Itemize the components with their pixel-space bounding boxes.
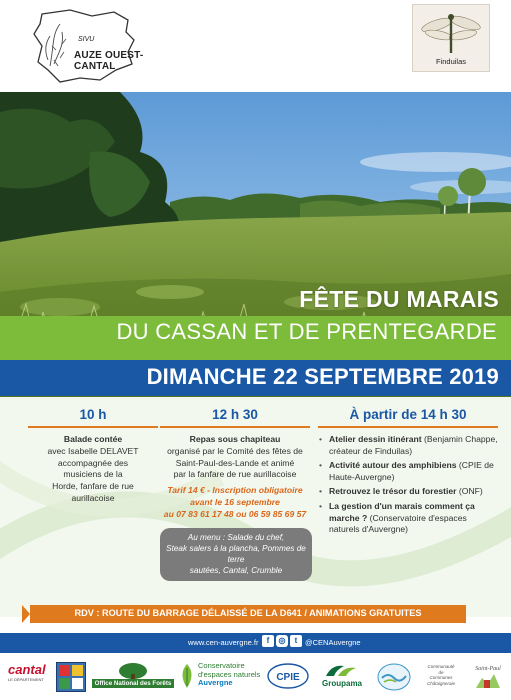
event-subtitle: DU CASSAN ET DE PRENTEGARDE [116, 319, 497, 344]
sivu-map-icon [30, 6, 168, 86]
finduilas-label: Finduilas [435, 57, 466, 66]
onf-name: Office National des Forêts [92, 679, 174, 688]
social-handle[interactable]: @CENAuvergne [305, 638, 361, 647]
finduilas-logo [412, 4, 490, 72]
list-item [318, 501, 498, 536]
cantal-logo [8, 662, 52, 682]
programme-column-afternoon [318, 407, 498, 539]
groupama-name: Groupama [322, 679, 363, 688]
activity-line: accompagnée des [57, 457, 129, 468]
comcom-name [416, 664, 466, 686]
comcom-line: Châtaigneraie [426, 680, 456, 686]
activity-line: aurillacoise [71, 492, 115, 503]
list-item [318, 434, 498, 457]
activity-list [318, 434, 498, 536]
haute-auvergne-logo [376, 662, 412, 692]
cantal-subtitle: LE DÉPARTEMENT [8, 677, 44, 682]
list-item [318, 460, 498, 483]
menu-line: Au menu : Salade du chef, [187, 532, 285, 542]
activity-organizer: (Benjamin Chappe, créateur de Finduilas) [329, 434, 498, 456]
activity-name: Atelier dessin itinérant [329, 434, 422, 444]
activity-line: musiciens de la [63, 469, 123, 480]
activity-line: Horde, fanfare de rue [52, 481, 134, 492]
cpie-name: CPIE [276, 672, 300, 683]
groupama-logo [322, 662, 372, 690]
activity-title: Balade contée [63, 434, 123, 444]
programme-section [0, 397, 511, 617]
tarif-line: avant le 16 septembre [190, 496, 280, 507]
tarif-line: Tarif 14 € - Inscription obligatoire [167, 485, 303, 496]
event-date: DIMANCHE 22 SEPTEMBRE 2019 [146, 364, 499, 389]
cpie-logo [266, 662, 310, 690]
activity-line: avec Isabelle DELAVET [47, 445, 139, 456]
phone-numbers: au 07 83 61 17 48 ou 06 59 85 69 57 [163, 508, 307, 519]
instagram-icon[interactable]: ◎ [276, 635, 288, 647]
time-10h: 10 h [28, 407, 158, 428]
activity-organizer: (CPIE de Haute-Auvergne) [329, 460, 494, 482]
facebook-icon[interactable]: f [262, 635, 274, 647]
wave-emblem-icon [376, 662, 412, 692]
groupama-emblem-icon [322, 662, 372, 678]
activity-title: Repas sous chapiteau [189, 434, 281, 444]
tree-icon [92, 662, 174, 680]
sivu-name: AUZE OUEST-CANTAL [74, 50, 144, 72]
activity-organizer: (Conservatoire d'espaces naturels d'Auvergne) [329, 512, 467, 535]
saint-paul-name: Saint-Paul [475, 666, 501, 672]
activity-name: Activité autour des amphibiens [329, 460, 457, 471]
activity-line: Saint-Paul-des-Lande et animé [175, 457, 295, 468]
website-link[interactable]: www.cen-auvergne.fr [188, 638, 259, 647]
cen-line: d'espaces naturels [198, 669, 261, 679]
cen-line: Conservatoire [198, 661, 245, 670]
sivu-logo [30, 6, 168, 86]
activity-name: La gestion d'un marais comment ça marche ? [329, 500, 475, 523]
activity-name: Retrouvez le trésor du forestier [329, 486, 457, 497]
list-item [318, 486, 498, 498]
menu-line: Steak salers à la plancha, Pommes de terre [166, 543, 306, 564]
comcom-line: Communes [429, 675, 453, 681]
cen-line: Auvergne [198, 678, 233, 687]
programme-column-morning [28, 407, 158, 505]
sivu-label: SIVU [78, 36, 95, 43]
rdv-text: RDV : ROUTE DU BARRAGE DÉLAISSÉ DE LA D641 / ANIMATIONS GRATUITES [74, 608, 422, 618]
time-12h30: 12 h 30 [160, 407, 310, 428]
onf-logo [92, 662, 174, 690]
comcom-line: Communauté [427, 664, 455, 669]
activity-organizer: (ONF) [456, 486, 483, 497]
cen-auvergne-logo [178, 662, 262, 692]
time-14h30: À partir de 14 h 30 [318, 407, 498, 428]
programme-column-lunch [160, 407, 310, 581]
activity-line: organisé par le Comité des fêtes de [167, 445, 303, 456]
twitter-icon[interactable]: t [290, 635, 302, 647]
event-title: FÊTE DU MARAIS [299, 286, 499, 312]
leaf-icon [178, 662, 196, 690]
activity-line: par la fanfare de rue aurillacoise [173, 469, 297, 480]
cpie-emblem-icon [266, 662, 310, 690]
park-emblem-icon [57, 663, 85, 691]
regional-park-logo [56, 662, 86, 692]
saint-paul-logo [470, 662, 506, 692]
menu-box [160, 528, 312, 582]
dragonfly-icon [413, 5, 489, 57]
cen-name [198, 662, 260, 688]
banner-arrow-left-icon [22, 605, 30, 623]
communaute-communes-logo [416, 662, 466, 692]
header [0, 0, 511, 90]
village-emblem-icon [470, 662, 506, 692]
comcom-line: de [438, 669, 444, 675]
menu-line: sautées, Cantal, Crumble [189, 566, 283, 576]
cantal-name: cantal [8, 662, 46, 677]
